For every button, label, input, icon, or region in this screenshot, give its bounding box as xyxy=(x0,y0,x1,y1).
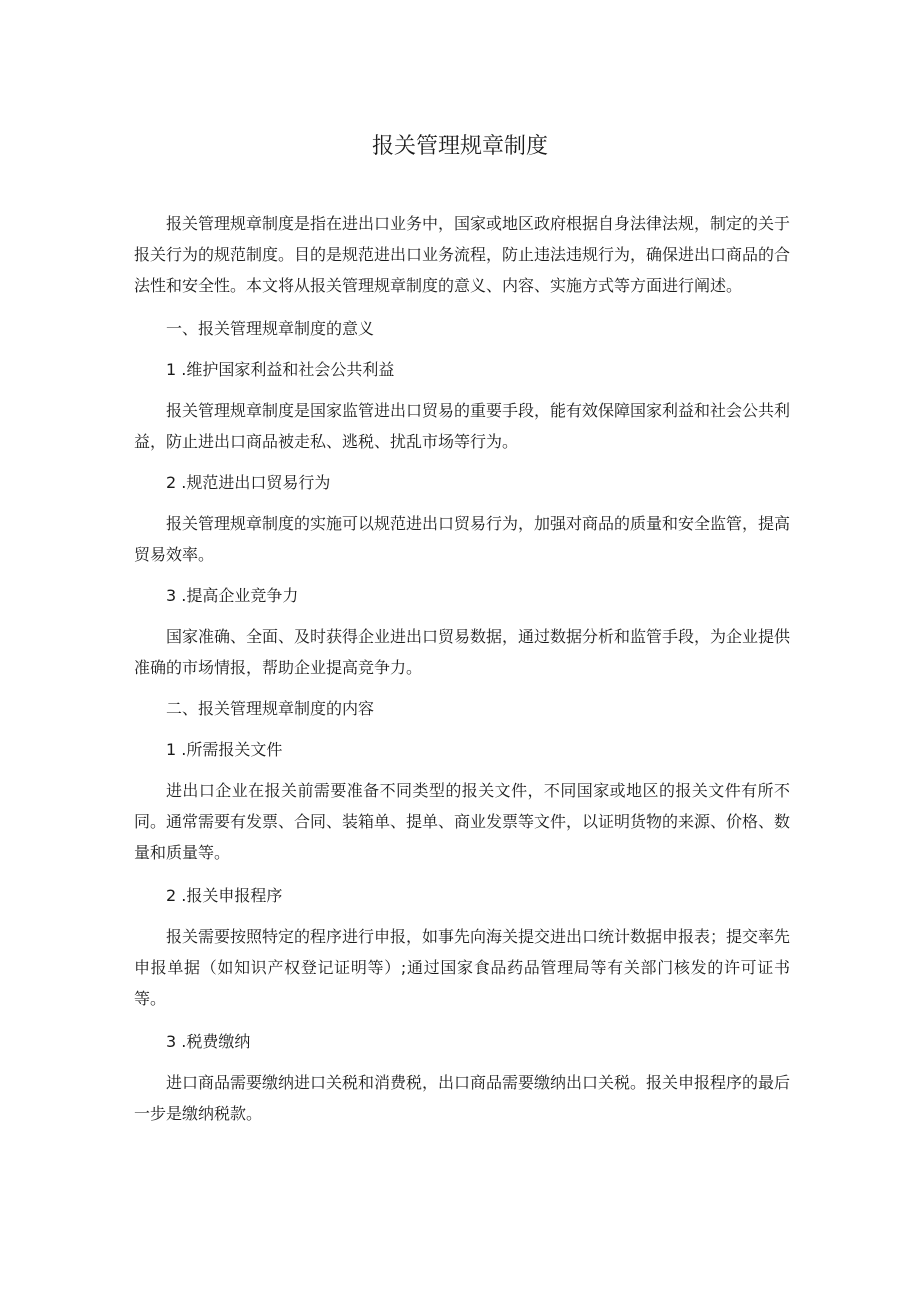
section-heading-2: 二、报关管理规章制度的内容 xyxy=(166,699,375,718)
section-heading-1: 一、报关管理规章制度的意义 xyxy=(166,319,375,338)
subsection-heading-2-2: 2 .报关申报程序 xyxy=(166,886,283,905)
subsection-text-2-1: 进出口企业在报关前需要准备不同类型的报关文件，不同国家或地区的报关文件有所不同。通常需要有发票、合同、装箱单、提单、商业发票等文件，以证明货物的来源、价格、数量和质量等。 xyxy=(134,781,791,862)
subsection-text-1-2: 报关管理规章制度的实施可以规范进出口贸易行为，加强对商品的质量和安全监管，提高贸易效率。 xyxy=(134,514,791,564)
intro-paragraph: 报关管理规章制度是指在进出口业务中，国家或地区政府根据自身法律法规，制定的关于报关行为的规范制度。目的是规范进出口业务流程，防止违法违规行为，确保进出口商品的合法性和安全性。本文将从报关管理规章制度的意义、内容、实施方式等方面进行阐述。 xyxy=(134,214,791,295)
subsection-text-1-1: 报关管理规章制度是国家监管进出口贸易的重要手段，能有效保障国家利益和社会公共利益，防止进出口商品被走私、逃税、扰乱市场等行为。 xyxy=(134,401,791,451)
subsection-text-2-3: 进口商品需要缴纳进口关税和消费税，出口商品需要缴纳出口关税。报关申报程序的最后一步是缴纳税款。 xyxy=(134,1073,791,1123)
subsection-heading-1-1: 1 .维护国家利益和社会公共利益 xyxy=(166,360,395,379)
subsection-text-1-3: 国家准确、全面、及时获得企业进出口贸易数据，通过数据分析和监管手段，为企业提供准确的市场情报，帮助企业提高竞争力。 xyxy=(134,627,791,677)
subsection-heading-2-1: 1 .所需报关文件 xyxy=(166,740,283,759)
subsection-heading-1-3: 3 .提高企业竞争力 xyxy=(166,586,299,605)
subsection-heading-1-2: 2 .规范进出口贸易行为 xyxy=(166,473,331,492)
document-body xyxy=(134,208,790,1129)
document-title: 报关管理规章制度 xyxy=(371,134,548,159)
subsection-heading-2-3: 3 .税费缴纳 xyxy=(166,1032,251,1051)
subsection-text-2-2: 报关需要按照特定的程序进行申报，如事先向海关提交进出口统计数据申报表；提交率先申报单据（如知识产权登记证明等）;通过国家食品药品管理局等有关部门核发的许可证书等。 xyxy=(134,927,791,1008)
